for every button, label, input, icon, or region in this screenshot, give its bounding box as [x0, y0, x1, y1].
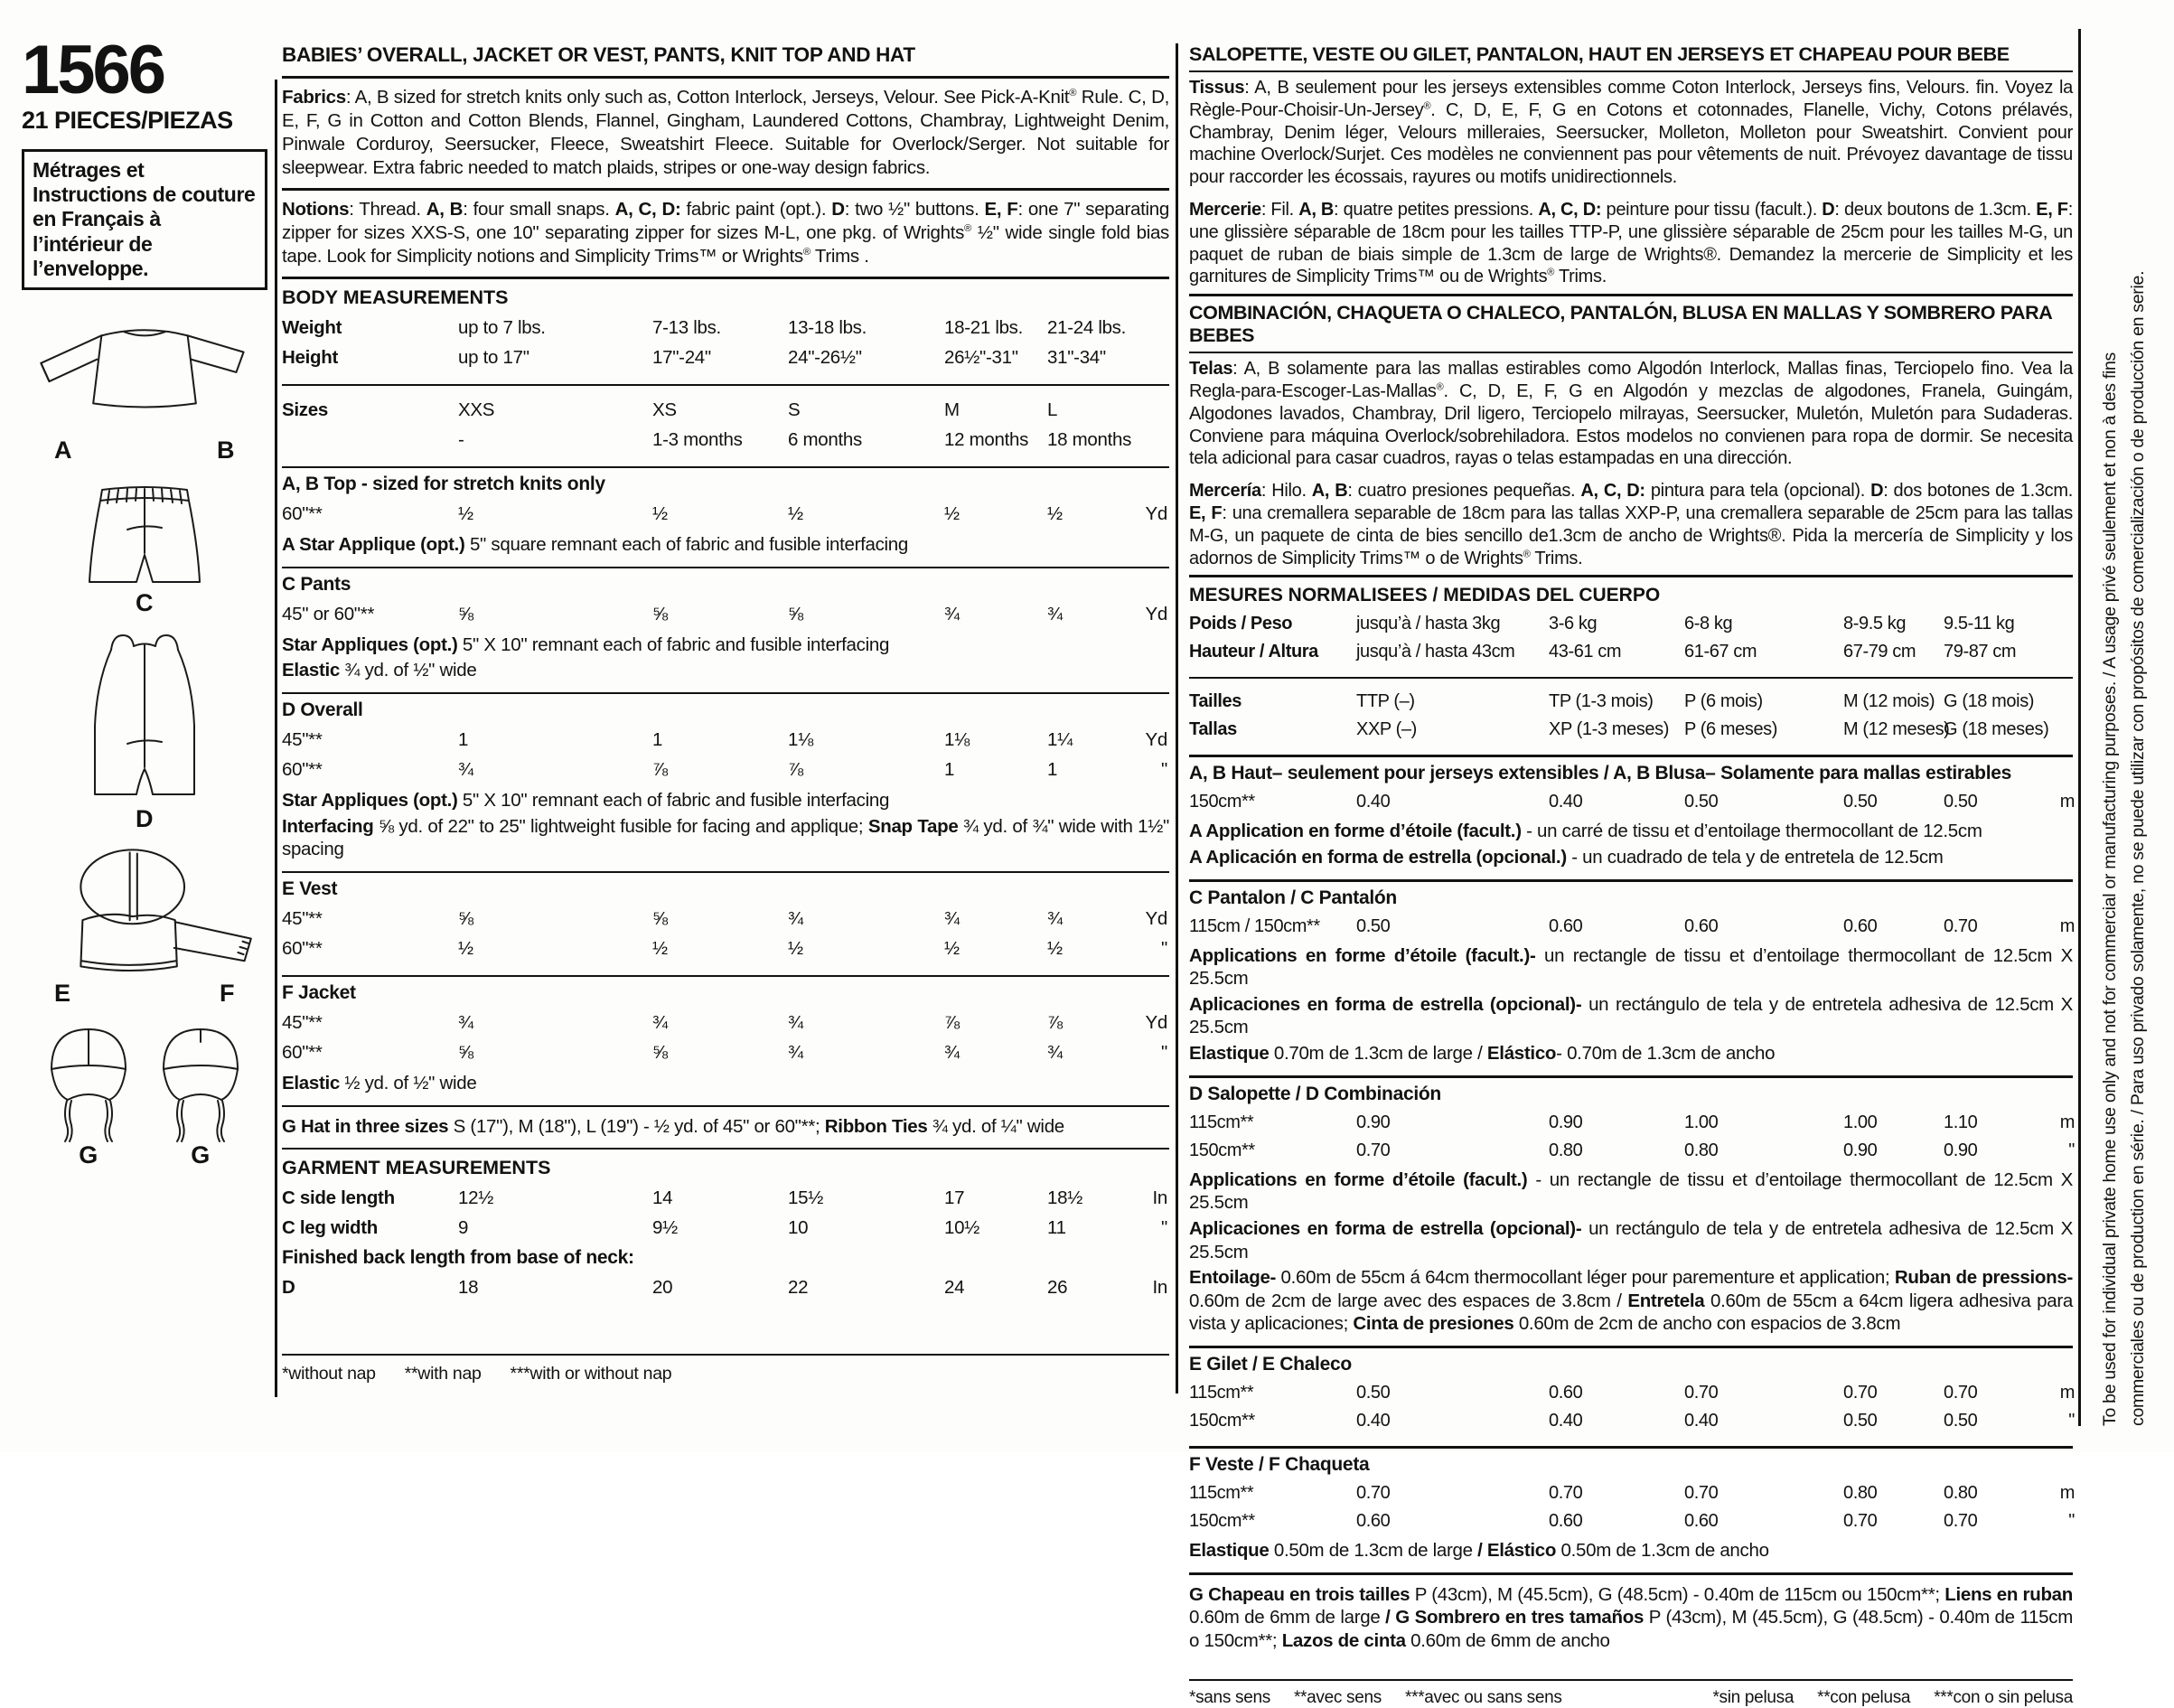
f-jacket-section: F Jacket 45"** ¾ ¾ ¾ ⅞ ⅞ Yd 60"** ⅝ ⅝ ¾ ¾ ¾ " Elastic ½ yd. of ½" wide [282, 975, 1169, 1105]
english-title: BABIES’ OVERALL, JACKET OR VEST, PANTS, KNIT TOP AND HAT [282, 43, 1169, 79]
ab-haut-section: A, B Haut– seulement pour jerseys extensibles / A, B Blusa– Solamente para mallas estirables 150cm** 0.40 0.40 0.50 0.50 0.50 m A Application en forme d’étoile (facult.) - un carré de tissu et d’entoilage thermocollant de 12.5cm A Aplicación en forma de estrella (opcional.) - un cuadrado de tela y de entretela de 12.5cm [1189, 755, 2073, 878]
gm-subhead: Finished back length from base of neck: [282, 1247, 634, 1269]
c-pants-section: C Pants 45" or 60"** ⅝ ⅝ ⅝ ¾ ¾ Yd Star Appliques (opt.) 5" X 10" remnant each of fabric and fusible interfacing Elastic ¾ yd. of ½" wide [282, 567, 1169, 692]
mesures-block [1189, 575, 2073, 677]
sizes-block [282, 384, 1169, 466]
pieces-count: 21 PIECES/PIEZAS [22, 107, 233, 135]
g-chapeau-section: G Chapeau en trois tailles P (43cm), M (45.5cm), G (48.5cm) - 0.40m de 115cm ou 150cm**; Liens en ruban 0.60m de 6mm de large / G Sombrero en tres tamaños P (43cm), M (45.5cm), G (48.5cm) - 0.40m de 115cm o 150cm**; Lazos de cinta 0.60m de 6mm de ancho [1189, 1572, 2073, 1663]
tallas-row: Tallas XXP (–) XP (1-3 meses) P (6 meses) M (12 meses) G (18 meses) [1189, 719, 2049, 740]
view-c-sketch [22, 474, 267, 617]
weight-row: Weight up to 7 lbs. 7-13 lbs. 13-18 lbs. 18-21 lbs. 21-24 lbs. [282, 317, 1127, 339]
e-gilet-section: E Gilet / E Chaleco 115cm** 0.50 0.60 0.70 0.70 0.70 m 150cm** 0.40 0.40 0.40 0.50 0.50 " [1189, 1346, 2073, 1446]
garment-sketches [22, 314, 267, 1180]
d-overall-section: D Overall 45"** 1 1 1⅛ 1⅛ 1¼ Yd 60"** ¾ ⅞ ⅞ 1 1 " Star Appliques (opt.) 5" X 10" remnant each of fabric and fusible interfacing Interfacing ⅝ yd. of 22" to 25" lightweight fusible for facing and applique; Snap Tape ¾ yd. of ¾" wide with 1½" spacing [282, 692, 1169, 871]
view-d-sketch [22, 626, 267, 833]
metrage-row: 115cm / 150cm** 0.50 0.60 0.60 0.60 0.70 m [1189, 915, 2075, 936]
f-veste-section: F Veste / F Chaqueta 115cm** 0.70 0.70 0.70 0.80 0.80 m 150cm** 0.60 0.60 0.60 0.70 0.70 " Elastique 0.50m de 1.3cm de large / Elástico 0.50m de 1.3cm de ancho [1189, 1446, 2073, 1572]
footnotes-spanish: *sin pelusa **con pelusa ***con o sin pelusa [1712, 1687, 2073, 1707]
yardage-row: 60"** ¾ ⅞ ⅞ 1 1 " [282, 759, 1167, 781]
g-hat-section: G Hat in three sizes S (17"), M (18"), L (19") - ½ yd. of 45" or 60"**; Ribbon Ties ¾ yd. of ¼" wide [282, 1105, 1169, 1149]
yardage-row: 45"** ¾ ¾ ¾ ⅞ ⅞ Yd [282, 1011, 1167, 1033]
tissus-paragraph: Tissus: A, B seulement pour les jerseys extensibles comme Coton Interlock, Jerseys fins, Velours. fin. Voyez la Règle-Pour-Choisir-Un-Jersey®. C, D, E, F, G en Cotons et cotonnades, Flanelle, Vichy, Cotons prélavés, Chambray, Denim léger, Velours milleraies, Seersucker, Molleton, Molleton pour Sweatshirt. Convient pour machine Overlock/Surjet. Ces modèles ne conviennent pas pour vêtements de nuit. Prévoyez davantage de tissu pour raccorder les écossais, rayures ou motifs unidirectionnels. [1189, 78, 2073, 188]
view-label-c: C [136, 588, 154, 616]
view-label-a: A [54, 436, 72, 464]
english-column [282, 43, 1169, 1384]
e-vest-section: E Vest 45"** ⅝ ⅝ ¾ ¾ ¾ Yd 60"** ½ ½ ½ ½ ½ " [282, 871, 1169, 975]
metrage-row: 115cm** 0.50 0.60 0.70 0.70 0.70 m [1189, 1383, 2075, 1403]
mesures-title: MESURES NORMALISEES / MEDIDAS DEL CUERPO [1189, 585, 1661, 606]
french-note-box: Métrages et Instructions de couture en Français à l’intérieur de l’enveloppe. [22, 149, 267, 290]
divider-middle-right [1176, 43, 1178, 1394]
c-pantalon-section: C Pantalon / C Pantalón 115cm / 150cm** 0.50 0.60 0.60 0.60 0.70 m Applications en forme d’étoile (facult.)- un rectangle de tissu et d’entoilage thermocollant de 12.5cm X 25.5cm Aplicaciones en forma de estrella (opcional)- un rectángulo de tela y de entretela adhesiva de 12.5cm X 25.5cm Elastique 0.70m de 1.3cm de large / Elástico- 0.70m de 1.3cm de ancho [1189, 879, 2073, 1075]
gm-row: C leg width 9 9½ 10 10½ 11 " [282, 1217, 1167, 1239]
license-note [2096, 29, 2152, 1426]
poids-row: Poids / Peso jusqu’à / hasta 3kg 3-6 kg 6-8 kg 8-9.5 kg 9.5-11 kg [1189, 614, 2015, 634]
view-label-g1: G [79, 1140, 98, 1168]
hauteur-row: Hauteur / Altura jusqu’à / hasta 43cm 43-61 cm 61-67 cm 67-79 cm 79-87 cm [1189, 642, 2017, 662]
garment-measurements-block [282, 1148, 1169, 1314]
overall-drawing [58, 626, 231, 807]
garment-measurements-title: GARMENT MEASUREMENTS [282, 1157, 551, 1179]
view-ab-sketch [22, 314, 267, 465]
gm-row: D 18 20 22 24 26 In [282, 1277, 1167, 1299]
height-row: Height up to 17" 17"-24" 24"-26½" 26½"-31" 31"-34" [282, 347, 1106, 369]
metrage-row: 150cm** 0.40 0.40 0.50 0.50 0.50 m [1189, 792, 2075, 812]
metrage-row: 115cm** 0.90 0.90 1.00 1.00 1.10 m [1189, 1112, 2075, 1132]
nap-footnotes: *without nap **with nap ***with or without nap [282, 1354, 1169, 1384]
fabrics-paragraph: Fabrics: A, B sized for stretch knits only such as, Cotton Interlock, Jerseys, Velour. See Pick-A-Knit® Rule. C, D, E, F, G in Cotton and Cotton Blends, Flannel, Gingham, Laundered Cottons, Chambray, Lightweight Denim, Pinwale Corduroy, Seersucker, Fleece, Sweatshirt Fleece. Suitable for Overlock/Serger. Not suitable for sleepwear. Extra fabric needed to match plaids, stripes or one-way design fabrics. [282, 87, 1169, 179]
body-measurements-title: BODY MEASUREMENTS [282, 286, 509, 309]
merceria-paragraph: Mercería: Hilo. A, B: cuatro presiones pequeñas. A, C, D: pintura para tela (opcional). D: dos botones de 1.3cm. E, F: una cremallera separable de 18cm para las tallas XXP-P, una cremallera separable de 25cm para las tallas M-G, un paquete de cinta de bies sencillo de1.3cm de ancho de Wrights®. Pida la mercería de Simplicity y los adornos de Simplicity Trims™ o de Wrights® Trims. [1189, 481, 2073, 568]
notions-paragraph: Notions: Thread. A, B: four small snaps. A, C, D: fabric paint (opt.). D: two ½" buttons. E, F: one 7" separating zipper for sizes XXS-S, one 10" separating zipper for sizes M-L, one pkg. of Wrights® ½" wide single fold bias tape. Look for Simplicity notions and Simplicity Trims™ or Wrights® Trims . [282, 188, 1169, 277]
view-g-sketches [22, 1017, 267, 1180]
yardage-row: 60"** ½ ½ ½ ½ ½ Yd [282, 503, 1167, 525]
view-g1-sketch [39, 1017, 138, 1178]
yardage-row: 45"** ⅝ ⅝ ¾ ¾ ¾ Yd [282, 907, 1167, 929]
metrage-row: 150cm** 0.70 0.80 0.80 0.90 0.90 " [1189, 1140, 2075, 1160]
body-measurements-block [282, 277, 1169, 384]
gm-row: C side length 12½ 14 15½ 17 18½ In [282, 1187, 1167, 1209]
license-note-line2: commerciales ou de production en série. / Para uso privado solamente, no se puede utilizar con propósitos de comercialización o de producción en serie. [2128, 270, 2149, 1426]
knit-top-drawing [29, 314, 260, 440]
divider-left-middle [275, 80, 277, 1397]
french-title: SALOPETTE, VESTE OU GILET, PANTALON, HAUT EN JERSEYS ET CHAPEAU POUR BEBE [1189, 43, 2073, 72]
view-label-d: D [136, 804, 154, 832]
metrage-row: 150cm** 0.40 0.40 0.40 0.50 0.50 " [1189, 1411, 2075, 1431]
view-label-g2: G [191, 1140, 211, 1168]
pattern-number: 1566 [22, 32, 164, 108]
divider-right-note [2078, 29, 2081, 1426]
view-label-b: B [217, 436, 235, 464]
months-row: - 1-3 months 6 months 12 months 18 months [458, 429, 1132, 451]
yardage-row: 45"** 1 1 1⅛ 1⅛ 1¼ Yd [282, 729, 1167, 751]
view-g2-sketch [151, 1017, 250, 1178]
metrage-row: 150cm** 0.60 0.60 0.60 0.70 0.70 " [1189, 1511, 2075, 1532]
yardage-row: 60"** ⅝ ⅝ ¾ ¾ ¾ " [282, 1041, 1167, 1063]
view-label-e: E [54, 979, 71, 1007]
view-ef-sketch [22, 842, 267, 1008]
footnotes-french: *sans sens **avec sens ***avec ou sans sens [1189, 1687, 1562, 1707]
spanish-title: COMBINACIÓN, CHAQUETA O CHALECO, PANTALÓN, BLUSA EN MALLAS Y SOMBRERO PARA BEBES [1189, 294, 2073, 353]
view-label-f: F [220, 979, 235, 1007]
mercerie-paragraph: Mercerie: Fil. A, B: quatre petites pressions. A, C, D: peinture pour tissu (facult.). D: deux boutons de 1.3cm. E, F: une glissière séparable de 18cm pour les tailles TTP-P, une glissière séparable de 25cm pour les tailles M-G, un paquet de ruban de biais simple de 1.3cm de large de Wrights®. Demandez la mercerie de Simplicity et les garnitures de Simplicity Trims™ ou de Wrights® Trims. [1189, 199, 2073, 287]
d-salopette-section: D Salopette / D Combinación 115cm** 0.90 0.90 1.00 1.00 1.10 m 150cm** 0.70 0.80 0.80 0.90 0.90 " Applications en forme d’étoile (facult.) - un rectangle de tissu et d’entoilage thermocollant de 12.5cm X 25.5cm Aplicaciones en forma de estrella (opcional)- un rectángulo de tela y de entretela adhesiva de 12.5cm X 25.5cm Entoilage- 0.60m de 55cm á 64cm thermocollant léger pour parementure et application; Ruban de pressions- 0.60m de 2cm de large avec des espaces de 3.8cm / Entretela 0.60m de 55cm a 64cm ligera adhesiva para vista y aplicaciones; Cinta de presiones 0.60m de 2cm de ancho con espacios de 3.8cm [1189, 1075, 2073, 1346]
hat-drawing-2 [151, 1017, 250, 1143]
hooded-jacket-drawing [29, 842, 260, 983]
tailles-row: Tailles TTP (–) TP (1-3 mois) P (6 mois) M (12 mois) G (18 mois) [1189, 691, 2035, 712]
hat-drawing-1 [39, 1017, 138, 1143]
license-note-line1: To be used for individual private home use only and not for commercial or manufacturing purposes. / A usage privé seulement et non à des fins [2100, 352, 2120, 1426]
ab-top-section: A, B Top - sized for stretch knits only 60"** ½ ½ ½ ½ ½ Yd A Star Applique (opt.) 5" square remnant each of fabric and fusible interfacing [282, 466, 1169, 567]
telas-paragraph: Telas: A, B solamente para las mallas estirables como Algodón Interlock, Mallas finas, Terciopelo fino. Vea la Regla-para-Escoger-Las-Mallas®. C, D, E, F, G en Algodón y mezclas de algodones, Franela, Guingám, Algodones lavados, Chambray, Dril ligero, Terciopelo milrayas, Seersucker, Muletón, Muletón para Sudaderas. Conviene para máquina Overlock/sobrehiladora. Estos modelos no convienen para ropa de dormir. Se necesita tela adicional para casar cuadros, rayas o telas estampadas en una dirección. [1189, 359, 2073, 469]
french-spanish-column [1189, 43, 2073, 1708]
left-column [22, 32, 267, 1180]
sizes-row: Sizes XXS XS S M L [282, 399, 1058, 421]
pants-drawing [59, 474, 230, 591]
metrage-row: 115cm** 0.70 0.70 0.70 0.80 0.80 m [1189, 1483, 2075, 1504]
yardage-row: 45" or 60"** ⅝ ⅝ ⅝ ¾ ¾ Yd [282, 603, 1167, 624]
sens-pelusa-footnotes [1189, 1679, 2073, 1708]
tailles-block [1189, 677, 2073, 755]
yardage-row: 60"** ½ ½ ½ ½ ½ " [282, 937, 1167, 959]
